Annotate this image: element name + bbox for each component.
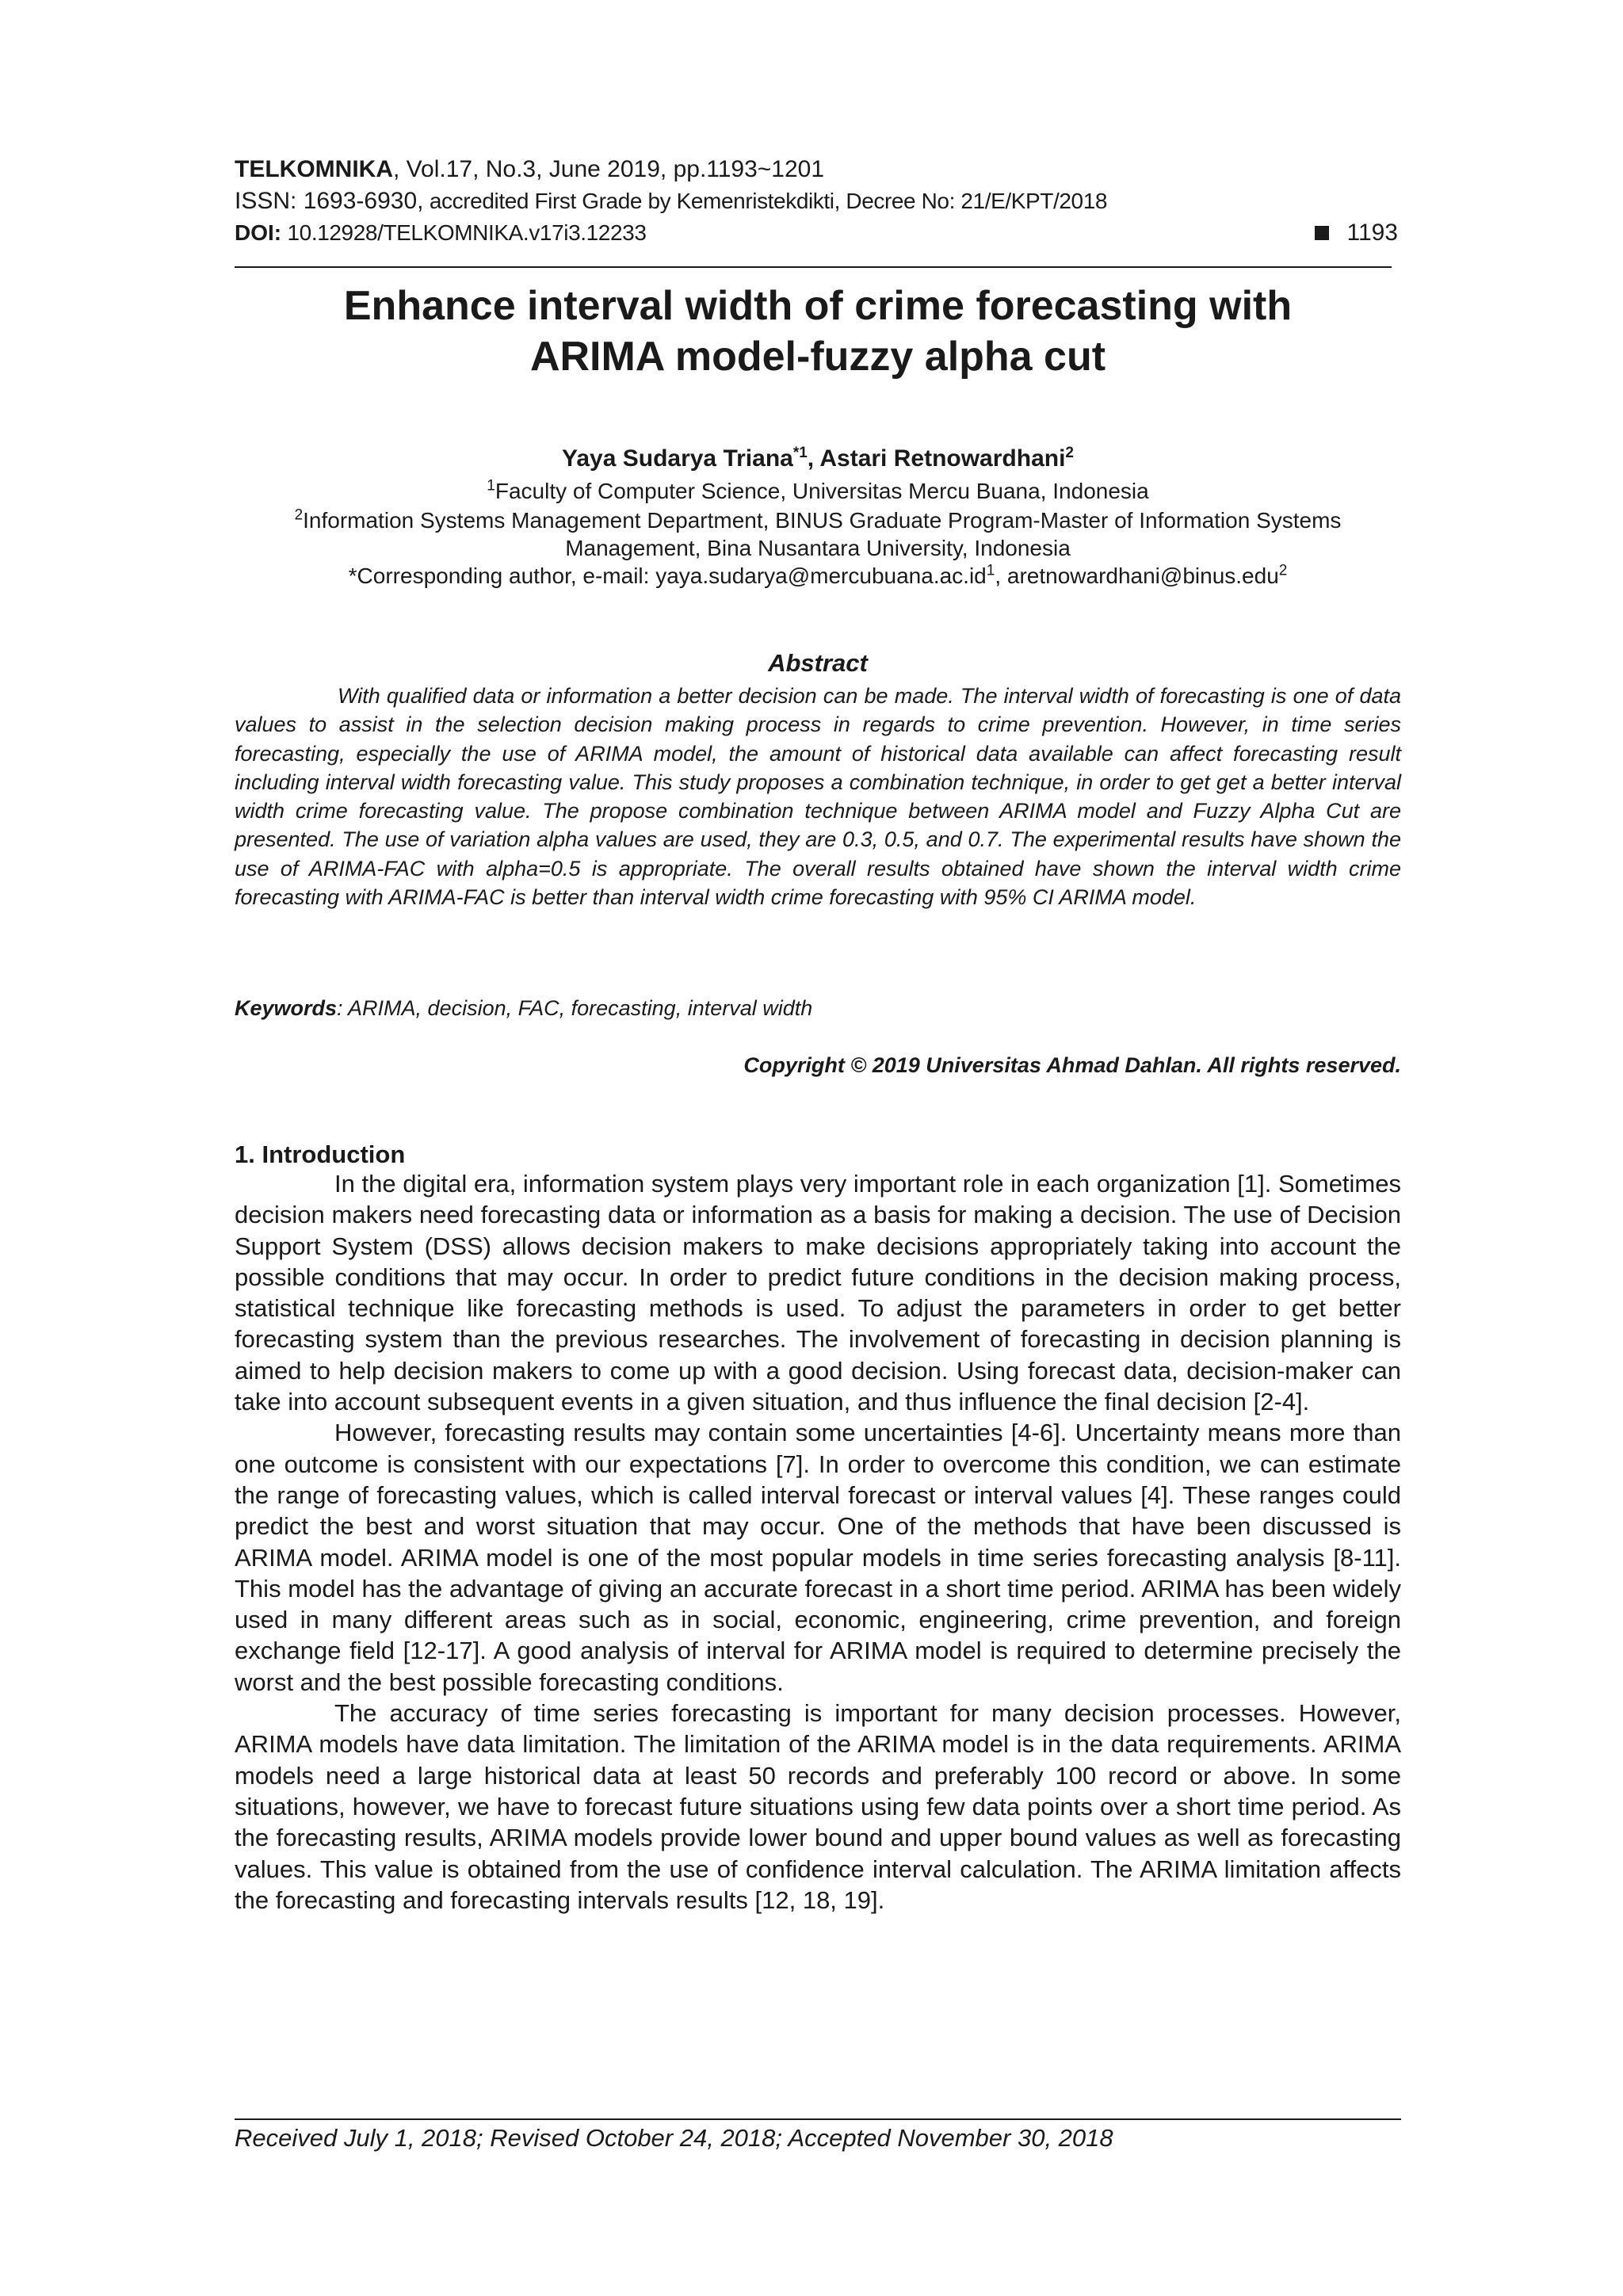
journal-citation <box>235 155 1401 184</box>
author-1: Yaya Sudarya Triana <box>561 445 793 472</box>
doi-value: 10.12928/TELKOMNIKA.v17i3.12233 <box>281 220 647 245</box>
keywords-label: Keywords <box>235 996 338 1020</box>
affiliation-1 <box>235 478 1401 505</box>
accreditation: accredited First Grade by Kemenristekdikti, Decree No: 21/E/KPT/2018 <box>423 189 1108 213</box>
page-number: 1193 <box>1346 220 1398 246</box>
introduction-paragraph: The accuracy of time series forecasting is important for many decision processes. However, ARIMA models have data limitation. The limitation of the ARIMA model is in the data requirements. ARIMA models need a large historical data at least 50 records and preferably 100 record or above. In some situations, however, we have to forecast future situations using few data points over a short time period. As the forecasting results, ARIMA models provide lower bound and upper bound values as well as forecasting values. This value is obtained from the use of confidence interval calculation. The ARIMA limitation affects the forecasting and forecasting intervals results [12, 18, 19]. <box>235 1699 1401 1914</box>
affiliation-1-mark: 1 <box>487 477 495 495</box>
affiliation-2 <box>235 507 1401 534</box>
doi-line <box>235 219 1401 247</box>
corresponding-author <box>235 563 1401 590</box>
affiliation-2-continued: Management, Bina Nusantara University, Indonesia <box>565 536 1071 560</box>
square-bullet-icon <box>1315 226 1329 240</box>
abstract-heading: Abstract <box>768 649 868 677</box>
footer-divider <box>235 2118 1401 2120</box>
corresponding-email-1: *Corresponding author, e-mail: yaya.sudarya@mercubuana.ac.id <box>348 563 987 588</box>
corresponding-email-2: , aretnowardhani@binus.edu <box>995 563 1279 588</box>
issn-line <box>235 187 1401 216</box>
journal-details: , Vol.17, No.3, June 2019, pp.1193~1201 <box>392 156 825 182</box>
copyright-notice: Copyright © 2019 Universitas Ahmad Dahlan. All rights reserved. <box>743 1053 1401 1077</box>
affiliation-2-text: Information Systems Management Department, BINUS Graduate Program-Master of Information Systems <box>303 508 1342 533</box>
page-number-block <box>1315 219 1398 247</box>
introduction-paragraph: However, forecasting results may contain some uncertainties [4-6]. Uncertainty means more than one outcome is consistent with our expectations [7]. In order to overcome this condition, we can estimate the range of forecasting values, which is called interval forecast or interval values [4]. These ranges could predict the best and worst situation that may occur. One of the methods that have been discussed is ARIMA model. ARIMA model is one of the most popular models in time series forecasting analysis [8-11]. This model has the advantage of giving an accurate forecast in a short time period. ARIMA has been widely used in many different areas such as in social, economic, engineering, crime prevention, and foreign exchange field [12-17]. A good analysis of interval for ARIMA model is required to determine precisely the worst and the best possible forecasting conditions. <box>235 1419 1401 1696</box>
author-2-mark: 2 <box>1065 445 1074 461</box>
journal-name: TELKOMNIKA <box>235 156 393 182</box>
keywords-text: : ARIMA, decision, FAC, forecasting, interval width <box>337 996 813 1020</box>
introduction-paragraph: In the digital era, information system plays very important role in each organization [1]. Sometimes decision makers need forecasting data or information as a basis for making a decision. The use of Decision Support System (DSS) allows decision makers to make decisions appropriately taking into account the possible conditions that may occur. In order to predict future conditions in the decision making process, statistical technique like forecasting methods is used. To adjust the parameters in order to get better forecasting system than the previous researches. The involvement of forecasting in decision planning is aimed to help decision makers to come up with a good decision. Using forecast data, decision-maker can take into account subsequent events in a given situation, and thus influence the final decision [2-4]. <box>235 1170 1401 1416</box>
section-heading-introduction: 1. Introduction <box>235 1140 406 1168</box>
author-separator: , <box>807 445 820 472</box>
header-divider <box>235 266 1392 268</box>
title-line-1: Enhance interval width of crime forecasting with <box>343 283 1293 329</box>
corresponding-mark-2: 2 <box>1278 562 1288 579</box>
introduction-body <box>235 1168 1401 1916</box>
abstract-body: With qualified data or information a better decision can be made. The interval width of forecasting is one of data values to assist in the selection decision making process in regards to crime prevention. However, in time series forecasting, especially the use of ARIMA model, the amount of historical data available can affect forecasting result including interval width forecasting value. This study proposes a combination technique, in order to get get a better interval width crime forecasting value. The propose combination technique between ARIMA model and Fuzzy Alpha Cut are presented. The use of variation alpha values are used, they are 0.3, 0.5, and 0.7. The experimental results have shown the use of ARIMA-FAC with alpha=0.5 is appropriate. The overall results obtained have shown the interval width crime forecasting with ARIMA-FAC is better than interval width crime forecasting with 95% CI ARIMA model. <box>235 684 1401 910</box>
issn: ISSN: 1693-6930, <box>235 188 424 214</box>
corresponding-mark-1: 1 <box>986 562 995 579</box>
doi-label: DOI: <box>235 220 282 245</box>
author-list <box>235 444 1401 474</box>
keywords <box>235 994 1401 1022</box>
author-1-mark: *1 <box>792 445 808 461</box>
title-line-2: ARIMA model-fuzzy alpha cut <box>529 334 1106 380</box>
affiliation-1-text: Faculty of Computer Science, Universitas Mercu Buana, Indonesia <box>495 479 1149 503</box>
affiliation-2-mark: 2 <box>294 506 304 524</box>
received-dates: Received July 1, 2018; Revised October 24, 2018; Accepted November 30, 2018 <box>235 2124 1113 2152</box>
paper-title <box>235 281 1401 382</box>
author-2: Astari Retnowardhani <box>819 445 1066 472</box>
